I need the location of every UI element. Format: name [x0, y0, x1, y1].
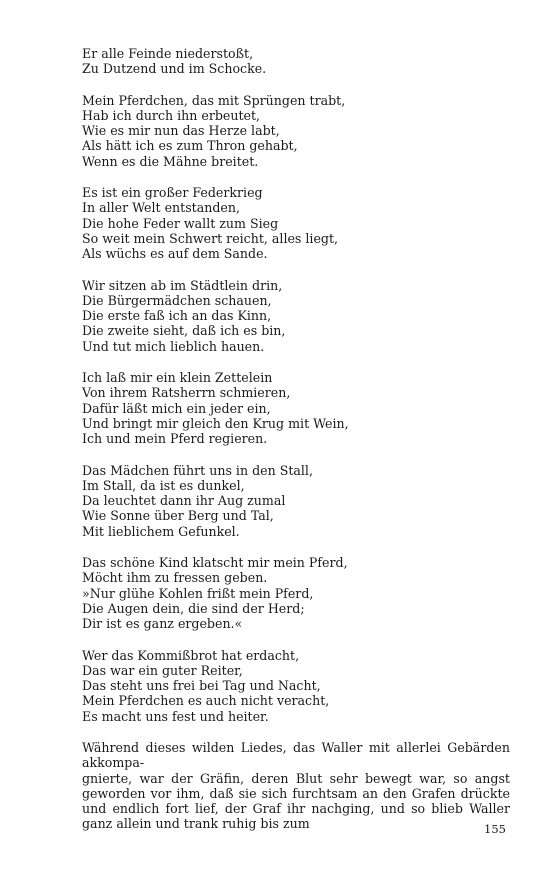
stanza	[82, 278, 510, 354]
verse-line: Als hätt ich es zum Thron gehabt,	[82, 138, 298, 154]
poem	[82, 46, 510, 724]
stanza	[82, 93, 510, 169]
verse-line: Und bringt mir gleich den Krug mit Wein,	[82, 415, 349, 431]
verse-line: Als wüchs es auf dem Sande.	[82, 246, 268, 262]
verse-line: Wenn es die Mähne breitet.	[82, 153, 259, 169]
verse-line: Wer das Kommißbrot hat erdacht,	[82, 647, 300, 663]
verse-line: Die hohe Feder wallt zum Sieg	[82, 215, 279, 231]
verse-line: Es ist ein großer Federkrieg	[82, 185, 263, 201]
stanza	[82, 46, 510, 77]
verse-line: Zu Dutzend und im Schocke.	[82, 61, 267, 77]
verse-line: Die Bürgermädchen schauen,	[82, 292, 272, 308]
verse-line: Im Stall, da ist es dunkel,	[82, 477, 245, 493]
verse-line: Möcht ihm zu fressen geben.	[82, 570, 268, 586]
page-number: 155	[484, 822, 506, 836]
verse-line: In aller Welt entstanden,	[82, 200, 240, 216]
verse-line: Das steht uns frei bei Tag und Nacht,	[82, 678, 321, 694]
stanza	[82, 463, 510, 539]
verse-line: Von ihrem Ratsherrn schmieren,	[82, 385, 291, 401]
verse-line: »Nur glühe Kohlen frißt mein Pferd,	[82, 585, 314, 601]
verse-line: Mit lieblichem Gefunkel.	[82, 523, 240, 539]
verse-line: Ich laß mir ein klein Zettelein	[82, 370, 273, 386]
verse-line: Dir ist es ganz ergeben.«	[82, 616, 243, 632]
verse-line: Wie es mir nun das Herze labt,	[82, 123, 280, 139]
verse-line: So weit mein Schwert reicht, alles liegt,	[82, 230, 339, 246]
prose-paragraph: Während dieses wilden Liedes, das Waller mit allerlei Gebärden akkompa- gnierte, war der Gräfin, deren Blut sehr bewegt war, so angst geworden vor ihm, daß sie sich furchtsam an den Grafen drückte und endlich fort lief, der Graf ihr nachging, und so blieb Waller ganz allein und trank ruhig bis zum	[82, 739, 510, 832]
verse-line: Hab ich durch ihn erbeutet,	[82, 107, 261, 123]
verse-line: Mein Pferdchen, das mit Sprüngen trabt,	[82, 92, 346, 108]
stanza	[82, 648, 510, 724]
stanza	[82, 185, 510, 261]
verse-line: Er alle Feinde niederstoßt,	[82, 46, 254, 61]
verse-line: Das war ein guter Reiter,	[82, 662, 243, 678]
verse-line: Die Augen dein, die sind der Herd;	[82, 600, 305, 616]
verse-line: Wie Sonne über Berg und Tal,	[82, 508, 274, 524]
verse-line: Es macht uns fest und heiter.	[82, 708, 269, 724]
verse-line: Das schöne Kind klatscht mir mein Pferd,	[82, 555, 348, 571]
verse-line: Dafür läßt mich ein jeder ein,	[82, 400, 271, 416]
page-content	[82, 46, 510, 832]
stanza	[82, 555, 510, 631]
verse-line: Die zweite sieht, daß ich es bin,	[82, 323, 286, 339]
verse-line: Und tut mich lieblich hauen.	[82, 338, 265, 354]
verse-line: Mein Pferdchen es auch nicht veracht,	[82, 693, 330, 709]
verse-line: Das Mädchen führt uns in den Stall,	[82, 462, 313, 478]
verse-line: Wir sitzen ab im Städtlein drin,	[82, 277, 283, 293]
verse-line: Die erste faß ich an das Kinn,	[82, 308, 272, 324]
stanza	[82, 370, 510, 446]
verse-line: Ich und mein Pferd regieren.	[82, 431, 268, 447]
verse-line: Da leuchtet dann ihr Aug zumal	[82, 493, 286, 509]
